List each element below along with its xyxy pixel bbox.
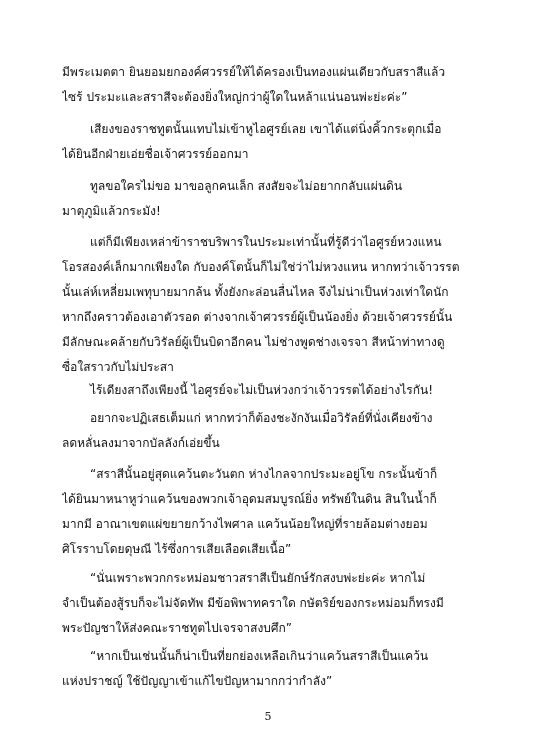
text-line: ได้ยินมาหนาหูว่าแคว้นของพวกเจ้าอุดมสมบูรณ์ยิ่ง ทรัพย์ในดิน สินในน้ำก็ [62, 492, 437, 506]
text-line: “หากเป็นเช่นนั้นก็น่าเป็นที่ยกย่องเหลือเกินว่าแคว้นสราสีเป็นแคว้น [90, 649, 429, 663]
text-line: มาตุภูมิแล้วกระมัง! [62, 204, 161, 218]
text-line: จำเป็นต้องสู้รบก็จะไม่จัดทัพ มีข้อพิพาทคราใด กษัตริย์ของกระหม่อมก็ทรงมี [62, 596, 444, 610]
text-line: มีลักษณะคล้ายกับวิรัลย์ผู้เป็นบิดาอีกคน ไม่ช่างพูดช่างเจรจา สีหน้าท่าทางดู [62, 335, 445, 349]
text-line: “นั่นเพราะพวกกระหม่อมชาวสราสีเป็นยักษ์รักสงบพ่ะย่ะค่ะ หากไม่ [90, 571, 426, 585]
text-line: มากมี อาณาเขตแผ่ขยายกว้างไพศาล แคว้นน้อยใหญ่ที่รายล้อมต่างยอม [62, 517, 428, 531]
paragraph-4 [62, 230, 494, 380]
text-line: ลดหลั่นลงมาจากบัลลังก์เอ่ยขึ้น [62, 436, 220, 450]
text-line: หากถึงคราวต้องเอาตัวรอด ต่างจากเจ้าศวรรย์ผู้เป็นน้องยิ่ง ด้วยเจ้าศวรรย์นั้น [62, 310, 453, 324]
paragraph-1 [62, 60, 494, 110]
text-line: ทูลขอใครไม่ขอ มาขอลูกคนเล็ก สงสัยจะไม่อยากกลับแผ่นดิน [90, 179, 403, 193]
paragraph-2 [62, 117, 494, 167]
paragraph-3 [62, 174, 494, 224]
text-line: ไซร้ ประมะและสราสีจะต้องยิ่งใหญ่กว่าผู้ใดในหล้าแน่นอนพ่ะย่ะค่ะ” [62, 90, 408, 104]
text-line: มีพระเมตตา ยินยอมยกองค์ศวรรย์ให้ได้ครองเป็นทองแผ่นเดียวกับสราสีแล้ว [62, 65, 446, 79]
paragraph-5 [62, 378, 494, 403]
text-line: อยากจะปฏิเสธเต็มแก่ หากทว่าก็ต้องชะงักงันเมื่อวิรัลย์ที่นั่งเคียงข้าง [90, 411, 433, 425]
text-line: นั้นเล่ห์เหลี่ยมเพทุบายมากล้น ทั้งยังกะล่อนลื่นไหล จึงไม่น่าเป็นห่วงเท่าใดนัก [62, 285, 449, 299]
page-number: 5 [264, 710, 272, 723]
text-line: ซื่อใสราวกับไม่ประสา [62, 360, 174, 374]
text-line: แต่ก็มีเพียงเหล่าข้าราชบริพารในประมะเท่านั้นที่รู้ดีว่าไอศูรย์หวงแหน [90, 235, 442, 249]
text-line: ไร้เดียงสาถึงเพียงนี้ ไอศูรย์จะไม่เป็นห่วงกว่าเจ้าวรรตได้อย่างไรกัน! [90, 383, 434, 397]
text-line: โอรสองค์เล็กมากเพียงใด กับองค์โตนั้นก็ไม่ใช่ว่าไม่หวงแหน หากทว่าเจ้าวรรต [62, 260, 460, 274]
text-line: พระปัญชาให้ส่งคณะราชทูตไปเจรจาสงบศึก” [62, 621, 293, 635]
paragraph-6 [62, 406, 494, 456]
text-line: ศิโรราบโดยดุษณี ไร้ซึ่งการเสียเลือดเสียเนื้อ” [62, 542, 292, 556]
text-line: เสียงของราชทูตนั้นแทบไม่เข้าหูไอศูรย์เลย เขาได้แต่นิ่งคิ้วกระตุกเมื่อ [90, 122, 442, 136]
paragraph-7 [62, 462, 494, 562]
paragraph-8 [62, 566, 494, 641]
text-line: ได้ยินอีกฝ่ายเอ่ยชื่อเจ้าศวรรย์ออกมา [62, 147, 249, 161]
paragraph-9 [62, 644, 494, 694]
text-line: แห่งปราชญ์ ใช้ปัญญาเข้าแก้ไขปัญหามากกว่ากำลัง” [62, 674, 333, 688]
text-line: “สราสีนั้นอยู่สุดแคว้นตะวันตก ห่างไกลจากประมะอยู่โข กระนั้นข้าก็ [90, 467, 438, 481]
